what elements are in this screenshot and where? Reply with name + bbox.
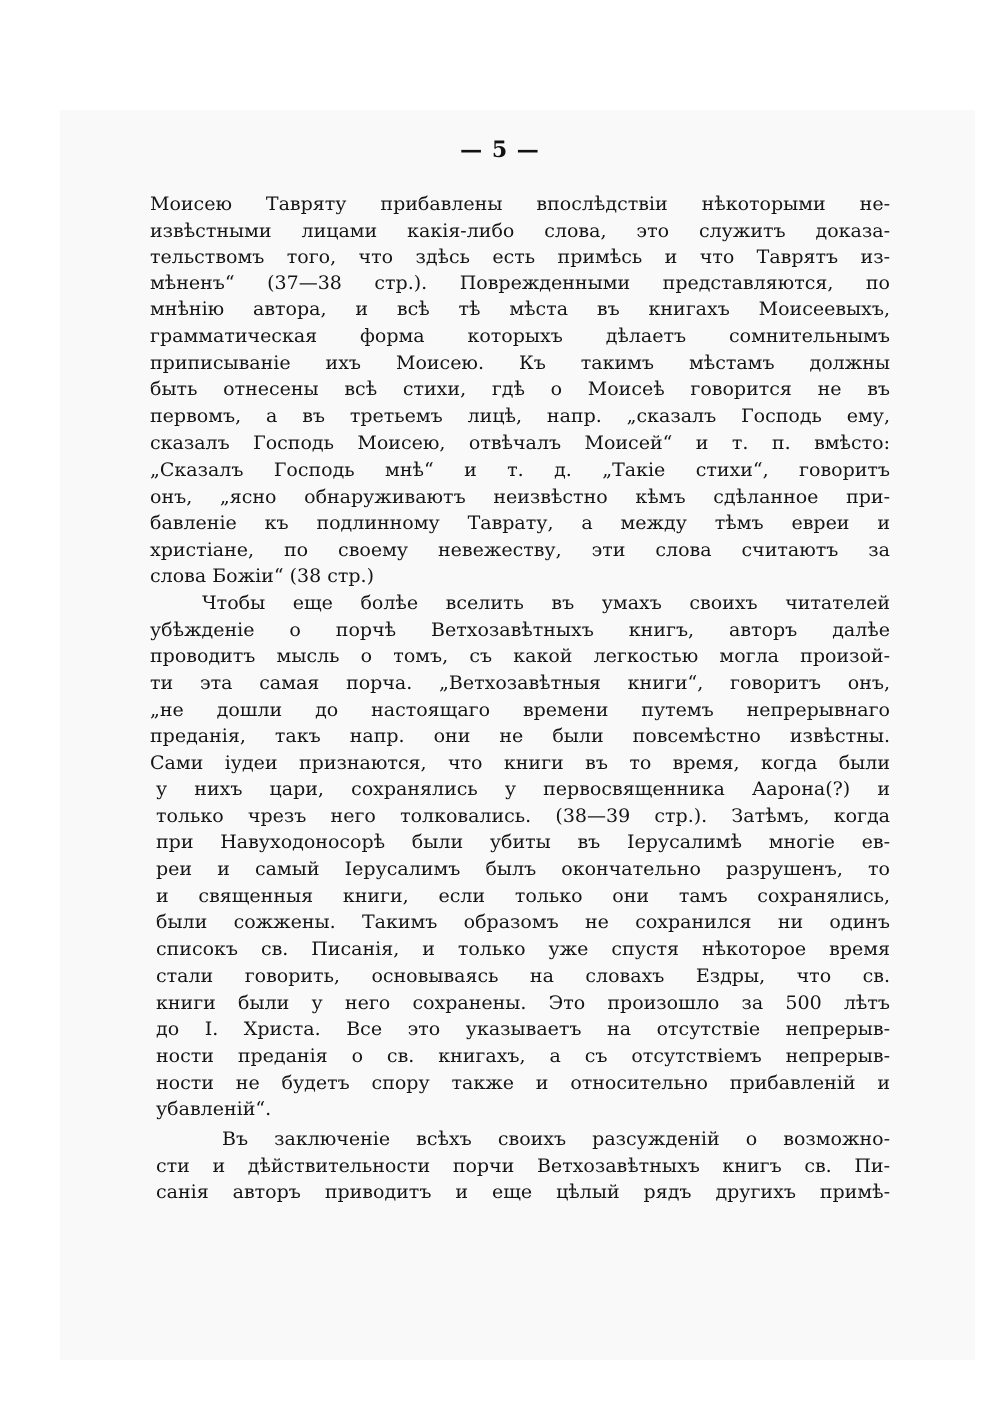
text-line: до І. Христа. Все это указываетъ на отсутствіе непрерыв-	[156, 1018, 890, 1040]
text-line: при Навуходоносорѣ были убиты въ Іерусалимѣ многіе ев-	[156, 831, 890, 853]
text-line: „не дошли до настоящаго времени путемъ непрерывнаго	[150, 699, 890, 721]
text-line: Моисею Тавряту прибавлены впослѣдствіи нѣкоторыми не-	[150, 193, 890, 215]
text-line: ти эта самая порча. „Ветхозавѣтныя книги“, говоритъ онъ,	[150, 672, 890, 694]
page-number: — 5 —	[460, 137, 540, 163]
text-line: книги были у него сохранены. Это произошло за 500 лѣтъ	[156, 992, 890, 1014]
text-line: проводитъ мысль о томъ, съ какой легкостью могла произой-	[150, 645, 890, 667]
text-line: онъ, „ясно обнаруживаютъ неизвѣстно кѣмъ сдѣланное при-	[150, 486, 890, 508]
text-line: реи и самый Іерусалимъ былъ окончательно разрушенъ, то	[156, 858, 890, 880]
text-line: сти и дѣйствительности порчи Ветхозавѣтныхъ книгъ св. Пи-	[156, 1155, 890, 1177]
text-line: Сами іудеи признаются, что книги въ то время, когда были	[150, 752, 890, 774]
text-line: и священныя книги, если только они тамъ сохранялись,	[156, 885, 890, 907]
text-line: ности преданія о св. книгахъ, а съ отсутствіемъ непрерыв-	[156, 1045, 890, 1067]
text-line: грамматическая форма которыхъ дѣлаетъ сомнительнымъ	[150, 325, 890, 347]
text-line: списокъ св. Писанія, и только уже спустя нѣкоторое время	[156, 938, 890, 960]
text-line: Въ заключеніе всѣхъ своихъ разсужденій о возможно-	[222, 1128, 890, 1150]
text-line: „Сказалъ Господь мнѣ“ и т. д. „Такіе стихи“, говоритъ	[150, 459, 890, 481]
text-line: Чтобы еще болѣе вселить въ умахъ своихъ читателей	[202, 592, 890, 614]
text-line: были сожжены. Такимъ образомъ не сохранился ни одинъ	[156, 911, 890, 933]
text-line: ности не будетъ спору также и относительно прибавленій и	[156, 1072, 890, 1094]
text-line: стали говорить, основываясь на словахъ Ездры, что св.	[156, 965, 890, 987]
text-line: извѣстными лицами какія-либо слова, это служитъ доказа-	[150, 220, 890, 242]
text-line: мѣненъ“ (37—38 стр.). Поврежденными представляются, по	[150, 272, 890, 294]
text-line: христіане, по своему невежеству, эти слова считаютъ за	[150, 539, 890, 561]
text-line: убавленій“.	[156, 1098, 272, 1120]
text-line: убѣжденіе о порчѣ Ветхозавѣтныхъ книгъ, авторъ далѣе	[150, 619, 890, 641]
text-line: преданія, такъ напр. они не были повсемѣстно извѣстны.	[150, 725, 890, 747]
text-line: приписываніе ихъ Моисею. Къ такимъ мѣстамъ должны	[150, 352, 890, 374]
text-line: у нихъ цари, сохранялись у первосвященника Аарона(?) и	[156, 778, 890, 800]
text-line: быть отнесены всѣ стихи, гдѣ о Моисеѣ говорится не въ	[150, 378, 890, 400]
text-line: бавленіе къ подлинному Таврату, а между тѣмъ евреи и	[150, 512, 890, 534]
text-line: тельствомъ того, что здѣсь есть примѣсь и что Таврятъ из-	[150, 246, 890, 268]
text-line: санія авторъ приводитъ и еще цѣлый рядъ другихъ примѣ-	[156, 1181, 890, 1203]
text-line: слова Божіи“ (38 стр.)	[150, 565, 374, 587]
text-line: мнѣнію автора, и всѣ тѣ мѣста въ книгахъ Моисеевыхъ,	[150, 298, 890, 320]
text-line: сказалъ Господь Моисею, отвѣчалъ Моисей“ и т. п. вмѣсто:	[150, 432, 890, 454]
text-line: первомъ, а въ третьемъ лицѣ, напр. „сказалъ Господь ему,	[150, 405, 890, 427]
text-line: только чрезъ него толковались. (38—39 стр.). Затѣмъ, когда	[156, 805, 890, 827]
